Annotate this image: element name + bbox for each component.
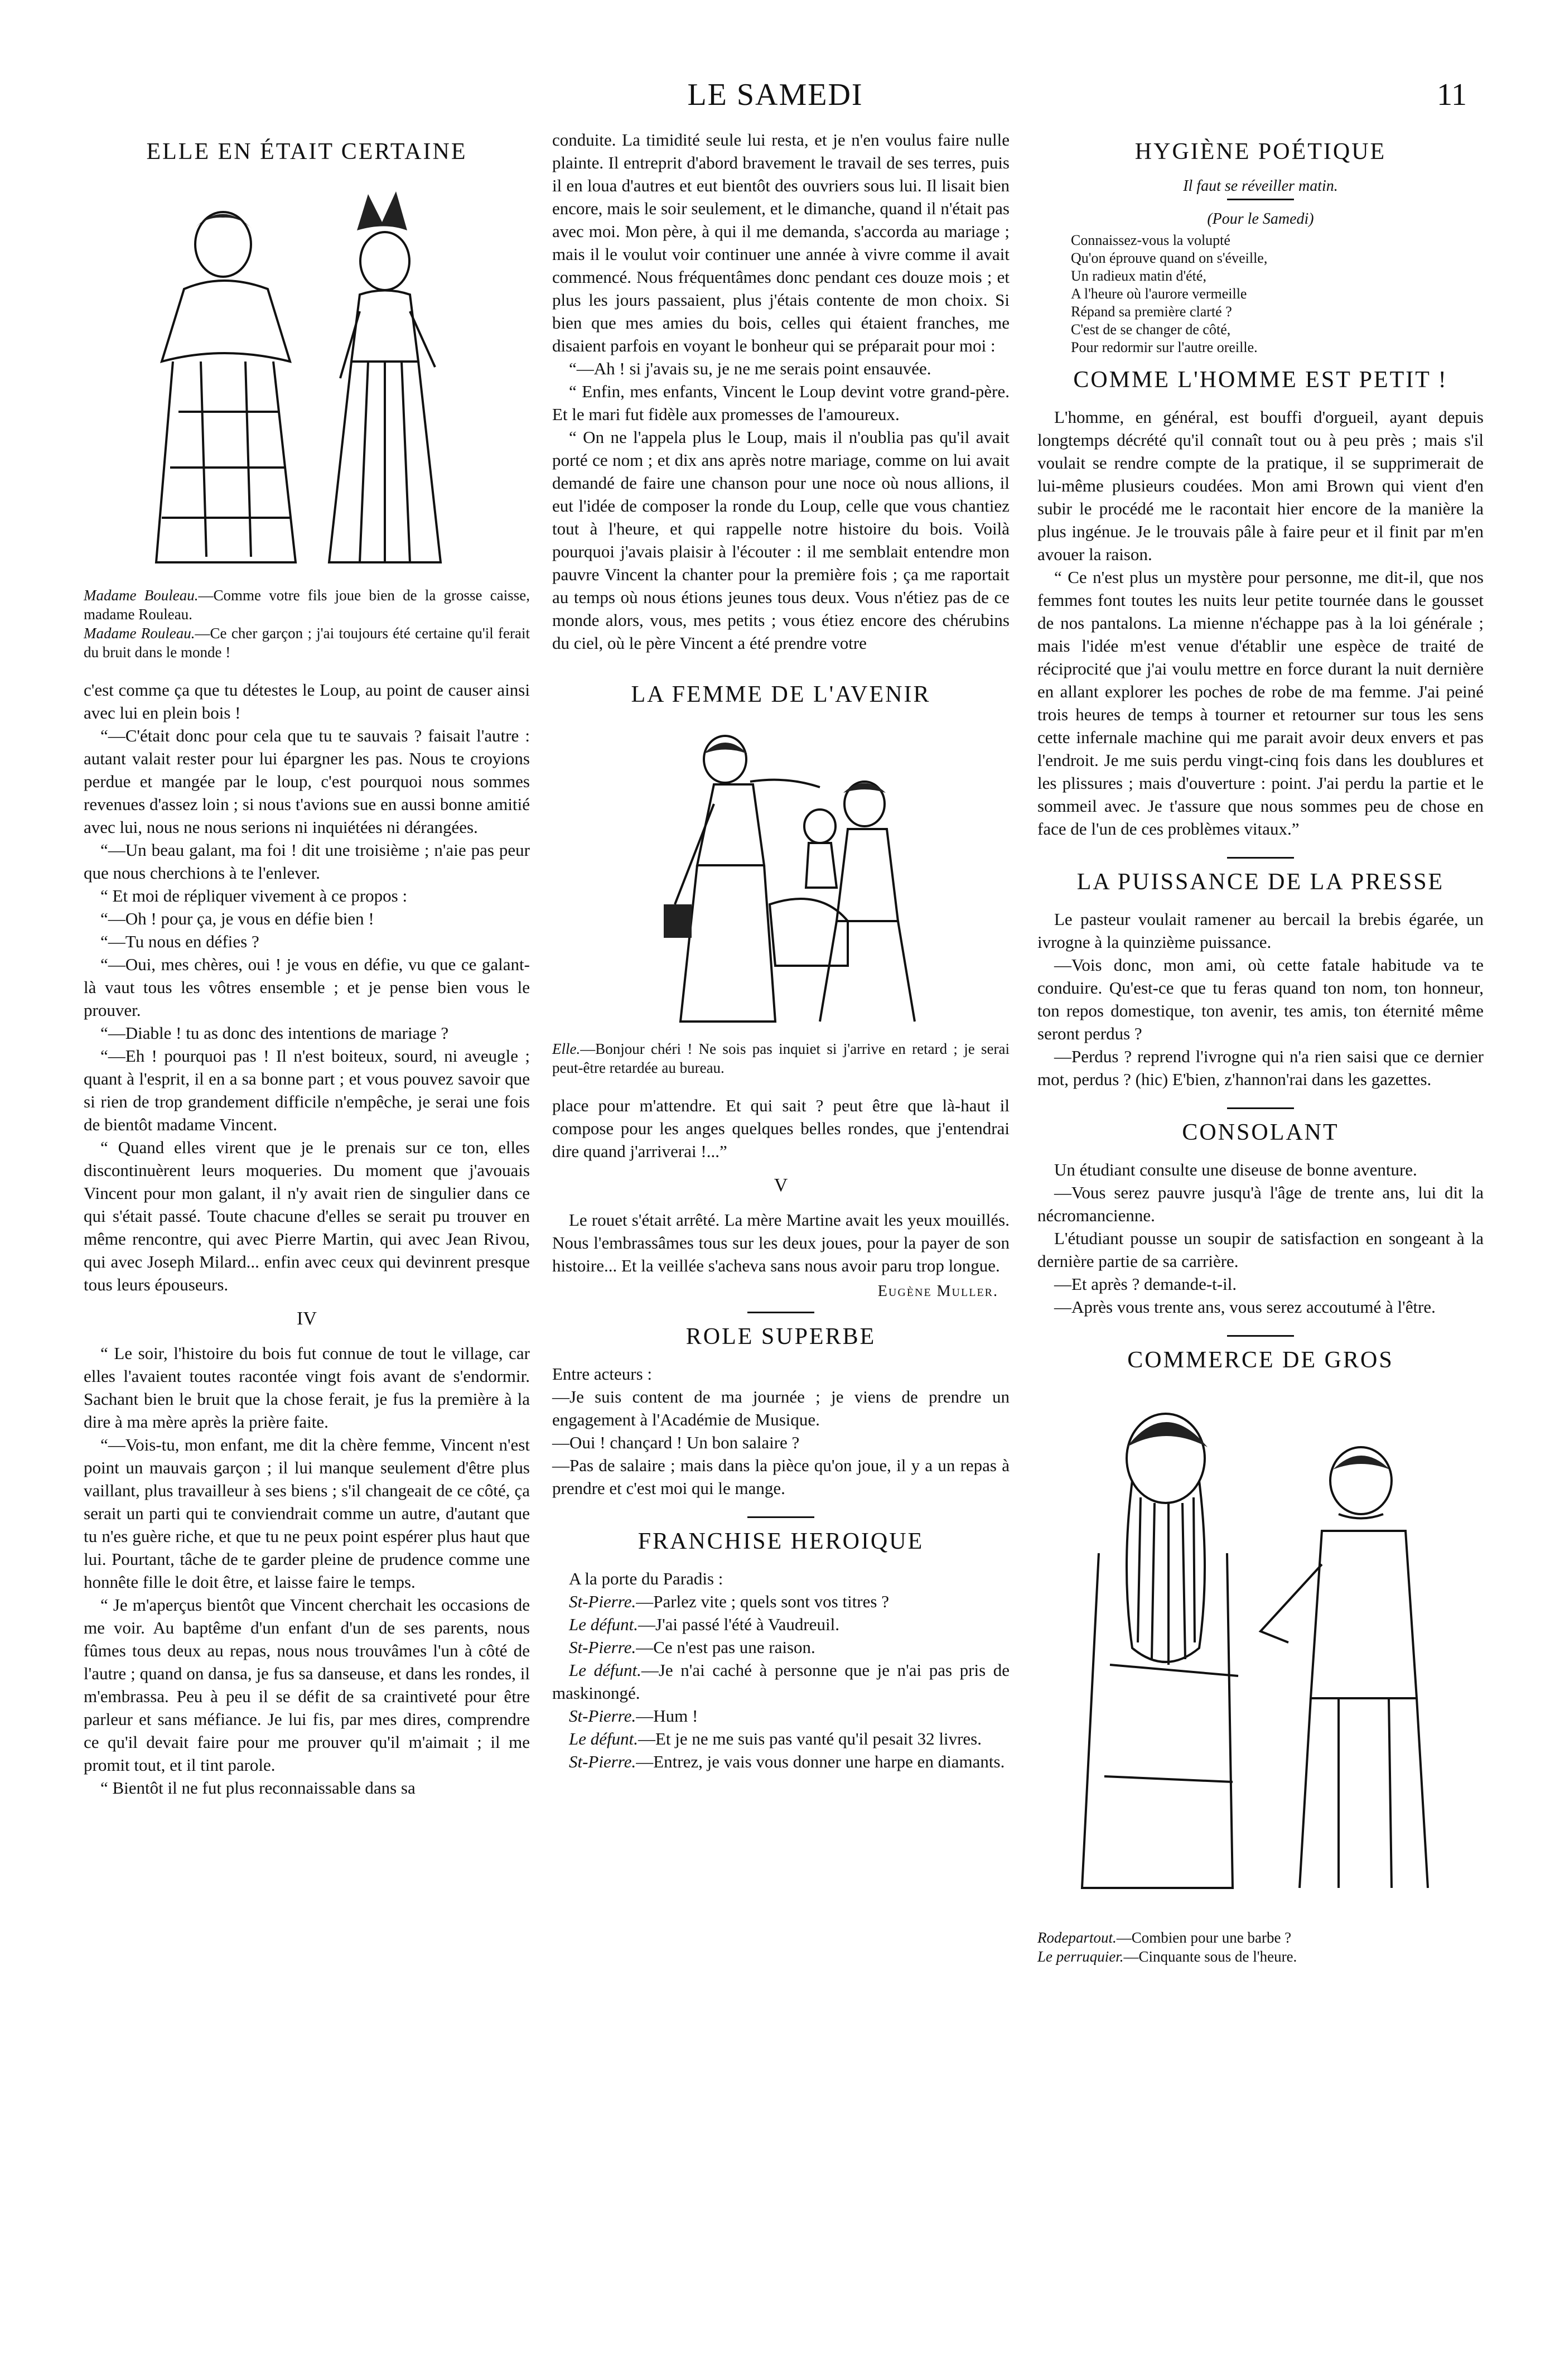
article-paragraph: “ Ce n'est plus un mystère pour personne, me dit-il, que nos femmes font toutes les nuits leur petite tournée dans le gousset de nos pantalons. La mienne n'échappe pas à la loi générale ; mais l'idée m'est venue d'établir une espèce de traité de réciprocité que j'ai voulu mettre en force durant la nuit dernière en allant explorer les poches de robe de ma femme. J'ai peiné trois heures de temps à tourner et retourner sur tous les sens cette infernale machine qui me parait avoir deux envers et pas l'endroit. Je me suis perdu vingt-cinq fois dans les doublures et les plissures ; mais d'ouverture : point. J'ai perdu la partie et le sommeil avec. Je t'assure que nous sommes peu de chose en face de l'un de ces problèmes vitaux.” <box>1037 567 1484 839</box>
story-paragraph: “—Vois-tu, mon enfant, me dit la chère femme, Vincent n'est point un mauvais garçon ; il lui manque seulement d'être plus vaillant, plus travailleur à ses biens ; s'il changeait de ce côté, ça serait un parti qui te conviendrait comme un autre, d'autant que tu n'es guère riche, et que tu ne peux point espérer plus haut que lui. Pourtant, tâche de te garder pleine de prudence comme une honnête fille le doit être, et laisse faire le temps. <box>84 1435 530 1592</box>
article-paragraph: —Après vous trente ans, vous serez accoutumé à l'être. <box>1054 1297 1436 1317</box>
article-paragraph: —Et après ? demande-t-il. <box>1054 1274 1237 1294</box>
speaker: St-Pierre. <box>569 1752 636 1771</box>
article-paragraph: Le pasteur voulait ramener au bercail la brebis égarée, un ivrogne à la quinzième puissance. <box>1037 909 1484 952</box>
poem-line: C'est de se changer de côté, <box>1071 321 1231 338</box>
line-text: —Je n'ai caché à personne que je n'ai pas pris de maskinongé. <box>552 1660 1010 1703</box>
heading-role-superbe: ROLE SUPERBE <box>685 1324 876 1350</box>
article-paragraph: —Perdus ? reprend l'ivrogne qui n'a rien saisi que ce dernier mot, perdus ? (hic) E'bien, z'hannon'rai dans les gazettes. <box>1037 1047 1484 1089</box>
caption-speaker-a: Rodepartout. <box>1037 1929 1117 1946</box>
illustration-two-women <box>106 177 508 579</box>
illustration-bearded-man-and-barber <box>1049 1386 1472 1921</box>
heading-la-femme-de-l-avenir: LA FEMME DE L'AVENIR <box>631 682 931 707</box>
divider <box>1227 857 1294 859</box>
chapter-number-iv: IV <box>297 1308 317 1329</box>
hygiene-subtitle: Il faut se réveiller matin. <box>1183 177 1338 195</box>
poem-line: Répand sa première clarté ? <box>1071 303 1232 320</box>
story-paragraph: “ On ne l'appela plus le Loup, mais il n'oublia pas qu'il avait porté ce nom ; et dix ans après notre mariage, comme on lui avait demandé de faire une chanson pour une noce où nous allions, il eut l'idée de composer la ronde du Loup, celle que vous chantiez tout à l'heure, et qui rappelle notre histoire du bois. Voilà pourquoi j'avais plaisir à l'écouter : il me semblait entendre mon pauvre Vincent la chanter pour la première fois ; ça me raportait au temps où nous étions jeunes tous deux. Vous n'étiez pas de ce monde alors, vous, mes petits ; vous étiez encore des chérubins du ciel, où le père Vincent a été prendre votre <box>552 427 1010 653</box>
poem-line: Connaissez-vous la volupté <box>1071 232 1230 248</box>
article-paragraph: L'homme, en général, est bouffi d'orgueil, ayant depuis longtemps décrété qu'il connaît tout ou à peu près ; mais s'il voulait se rendre compte de la pratique, il se supprimerait de lui-même plusieurs coudées. Mon ami Brown qui vient d'en subir le procédé me le racontait hier encore de la manière la plus ingénue. Je le trouvais pâle à faire peur et il finit par m'en avouer la raison. <box>1037 407 1484 564</box>
speaker: St-Pierre. <box>569 1637 636 1657</box>
dialog-line <box>552 1636 1010 1659</box>
story-paragraph: “—Oh ! pour ça, je vous en défie bien ! <box>100 909 374 928</box>
dialog-line: —Pas de salaire ; mais dans la pièce qu'on joue, il y a un repas à prendre et c'est moi qui le mange. <box>552 1456 1010 1498</box>
column-2 <box>552 128 1010 1773</box>
newspaper-title: LE SAMEDI <box>687 78 863 112</box>
poem <box>1071 232 1484 356</box>
speaker: St-Pierre. <box>569 1706 636 1726</box>
caption-text-a: —Comme votre fils joue bien de la grosse caisse, madame Rouleau. <box>84 587 530 623</box>
dialog-line <box>552 1613 1010 1636</box>
story-paragraph: place pour m'attendre. Et qui sait ? peut être que là-haut il compose pour les anges quelques belles rondes, que j'entendrai dire quand j'arriverai !...” <box>552 1096 1010 1161</box>
story-paragraph: Le rouet s'était arrêté. La mère Martine avait les yeux mouillés. Nous l'embrassâmes tous sur les deux joues, pour la payer de son histoire... Et la veillée s'acheva sans nous avoir paru trop longue. <box>552 1210 1010 1275</box>
caption-speaker: Elle. <box>552 1040 581 1057</box>
speaker: Le défunt. <box>569 1729 638 1748</box>
story-paragraph: “ Quand elles virent que je le prenais sur ce ton, elles discontinuèrent leurs moqueries. Du moment que j'avouais Vincent pour mon galant, il n'y avait rien de singulier dans ce qui s'était passé. Toute chacune d'elles se serait pu trouver en même rencontre, qui avec Pierre Martin, qui avec Jean Rivou, qui avec Joseph Milard... enfin avec ceux qui devinrent presque tous leurs épouseurs. <box>84 1138 530 1294</box>
illustration-woman-and-husband <box>586 720 976 1033</box>
column-3 <box>1037 128 1484 1966</box>
story-paragraph: “—Diable ! tu as donc des intentions de mariage ? <box>100 1023 449 1043</box>
article-paragraph: L'étudiant pousse un soupir de satisfaction en songeant à la dernière partie de sa carrière. <box>1037 1228 1484 1271</box>
article-paragraph: —Vois donc, mon ami, où cette fatale habitude va te conduire. Qu'est-ce que tu feras quand ton nom, ton honneur, ton repos domestique, ton avenir, tes amis, ton éternité même seront perdus ? <box>1037 955 1484 1043</box>
story-paragraph: conduite. La timidité seule lui resta, et je n'en voulus faire nulle plainte. Il entreprit d'abord bravement le travail de ses terres, puis il en loua d'autres et eut bientôt des ouvriers sous lui. Il lisait bien encore, mais le soir seulement, et le dimanche, quand il n'était pas avec moi. Mon père, à qui il me demanda, s'accorda au mariage ; mais il le voulut voir continuer une année à vivre comme il avait commencé. Nous fréquentâmes donc pendant ces douze mois ; et plus les jours passaient, plus j'étais contente de mon choix. Si bien que mes amies du bois, celles qui étaient franches, me disaient parfois en voyant le bonheur qui se préparait pour moi : <box>552 130 1010 355</box>
dialog-line <box>552 1750 1010 1773</box>
heading-consolant: CONSOLANT <box>1182 1120 1339 1145</box>
poem-line: A l'heure où l'aurore vermeille <box>1071 286 1247 302</box>
dialog-line: —Je suis content de ma journée ; je viens de prendre un engagement à l'Académie de Musique. <box>552 1387 1010 1429</box>
heading-commerce-de-gros: COMMERCE DE GROS <box>1127 1347 1394 1373</box>
speaker: St-Pierre. <box>569 1592 636 1611</box>
speaker: Le défunt. <box>569 1615 638 1634</box>
story-paragraph: c'est comme ça que tu détestes le Loup, au point de causer ainsi avec lui en plein bois ! <box>84 680 530 722</box>
chapter-number-v: V <box>774 1175 788 1196</box>
dialog-intro: A la porte du Paradis : <box>569 1569 723 1588</box>
article-paragraph: —Vous serez pauvre jusqu'à l'âge de trente ans, lui dit la nécromancienne. <box>1037 1183 1484 1225</box>
masthead <box>84 73 1467 117</box>
dialog-line <box>552 1659 1010 1704</box>
dialog-line <box>552 1704 1010 1727</box>
story-paragraph: “ Le soir, l'histoire du bois fut connue de tout le village, car elles l'avaient toutes racontée vingt fois avant de s'endormir. Sachant bien le bruit que la chose ferait, je fus la première à la dire à ma mère après la prière faite. <box>84 1343 530 1432</box>
article-paragraph: Un étudiant consulte une diseuse de bonne aventure. <box>1054 1160 1417 1179</box>
caption-la-femme-de-l-avenir <box>552 1039 1010 1077</box>
caption-speaker-b: Le perruquier. <box>1037 1948 1124 1965</box>
poem-line: Pour redormir sur l'autre oreille. <box>1071 339 1258 355</box>
story-paragraph: “ Enfin, mes enfants, Vincent le Loup devint votre grand-père. Et le mari fut fidèle aux promesses de l'amoureux. <box>552 382 1010 424</box>
divider <box>1227 1107 1294 1109</box>
line-text: —Entrez, je vais vous donner une harpe en diamants. <box>636 1752 1005 1771</box>
story-paragraph: “—Eh ! pourquoi pas ! Il n'est boiteux, sourd, ni aveugle ; quant à l'esprit, il en a sa bonne part ; et vous pouvez savoir que si rien de trop grandement difficile n'empêche, je serai une fois de bientôt madame Vincent. <box>84 1046 530 1134</box>
heading-la-puissance-de-la-presse: LA PUISSANCE DE LA PRESSE <box>1076 869 1445 895</box>
caption-text: —Bonjour chéri ! Ne sois pas inquiet si j'arrive en retard ; je serai peut-être retardée au bureau. <box>552 1040 1010 1076</box>
heading-comme-l-homme-est-petit: COMME L'HOMME EST PETIT ! <box>1073 367 1448 393</box>
dialog-line: —Oui ! chançard ! Un bon salaire ? <box>552 1433 800 1452</box>
poem-line: Un radieux matin d'été, <box>1071 268 1206 284</box>
dialog-line <box>552 1727 1010 1750</box>
heading-franchise-heroique: FRANCHISE HEROIQUE <box>638 1529 924 1554</box>
story-paragraph: “—C'était donc pour cela que tu te sauvais ? faisait l'autre : autant valait rester pour lui épargner les pas. Nous te croyions perdue et mangée par le loup, c'est pourquoi nous sommes revenues d'assez loin ; si nous t'avions sue en aussi bonne amitié avec lui, nous ne nous serions ni inquiétées ni dérangées. <box>84 726 530 837</box>
line-text: —Hum ! <box>636 1706 698 1726</box>
page-number: 11 <box>1437 78 1467 112</box>
heading-elle-en-etait-certaine: ELLE EN ÉTAIT CERTAINE <box>146 139 467 165</box>
dialog-line: Entre acteurs : <box>552 1364 653 1384</box>
divider <box>1227 199 1294 200</box>
caption-text-b: —Cinquante sous de l'heure. <box>1123 1948 1297 1965</box>
story-paragraph: “ Je m'aperçus bientôt que Vincent cherchait les occasions de me voir. Au baptême d'un enfant d'un de ses parents, nous fûmes tous deux au repas, nous nous trouvâmes l'un à côté de l'autre ; quand on dansa, je fus sa danseuse, et dans les rondes, il m'embrassa. Peu à peu il se défit de sa craintiveté pour être parleur et sans méfiance. Je lui fis, par mes dires, comprendre ce qu'il devait faire pour me prouver qu'il m'aimait ; il me promit tout, et il tint parole. <box>84 1595 530 1775</box>
line-text: —J'ai passé l'été à Vaudreuil. <box>638 1615 839 1634</box>
column-1 <box>84 128 530 1799</box>
speaker: Le défunt. <box>569 1660 641 1680</box>
story-paragraph: “ Bientôt il ne fut plus reconnaissable dans sa <box>100 1778 416 1798</box>
caption-text-a: —Combien pour une barbe ? <box>1116 1929 1292 1946</box>
hygiene-dedication: (Pour le Samedi) <box>1207 210 1314 228</box>
divider <box>747 1516 814 1518</box>
role-superbe-text <box>552 1362 1010 1500</box>
divider <box>1227 1335 1294 1337</box>
story-paragraph: “—Tu nous en défies ? <box>100 932 259 951</box>
line-text: —Parlez vite ; quels sont vos titres ? <box>636 1592 889 1611</box>
line-text: —Et je ne me suis pas vanté qu'il pesait 32 livres. <box>638 1729 982 1748</box>
heading-hygiene-poetique: HYGIÈNE POÉTIQUE <box>1134 139 1387 165</box>
caption-elle-en-etait-certaine <box>84 586 530 662</box>
poem-line: Qu'on éprouve quand on s'éveille, <box>1071 250 1268 266</box>
caption-speaker-b: Madame Rouleau. <box>84 625 195 642</box>
story-paragraph: “ Et moi de répliquer vivement à ce propos : <box>100 886 408 905</box>
caption-commerce-de-gros <box>1037 1928 1484 1966</box>
story-paragraph: “—Un beau galant, ma foi ! dit une troisième ; n'aie pas peur que nous cherchions à te l'enlever. <box>84 840 530 883</box>
divider <box>747 1312 814 1313</box>
story-paragraph: “—Oui, mes chères, oui ! je vous en défie, vu que ce galant-là vaut tous les vôtres ensemble ; et je pense bien vous le prouver. <box>84 955 530 1020</box>
caption-speaker-a: Madame Bouleau. <box>84 587 199 604</box>
author-signature: Eugène Muller. <box>877 1283 998 1300</box>
line-text: —Ce n'est pas une raison. <box>636 1637 815 1657</box>
story-paragraph: “—Ah ! si j'avais su, je ne me serais point ensauvée. <box>569 359 931 378</box>
dialog-line <box>552 1590 1010 1613</box>
caption-text-b: —Ce cher garçon ; j'ai toujours été certaine qu'il ferait du bruit dans le monde ! <box>84 625 530 661</box>
